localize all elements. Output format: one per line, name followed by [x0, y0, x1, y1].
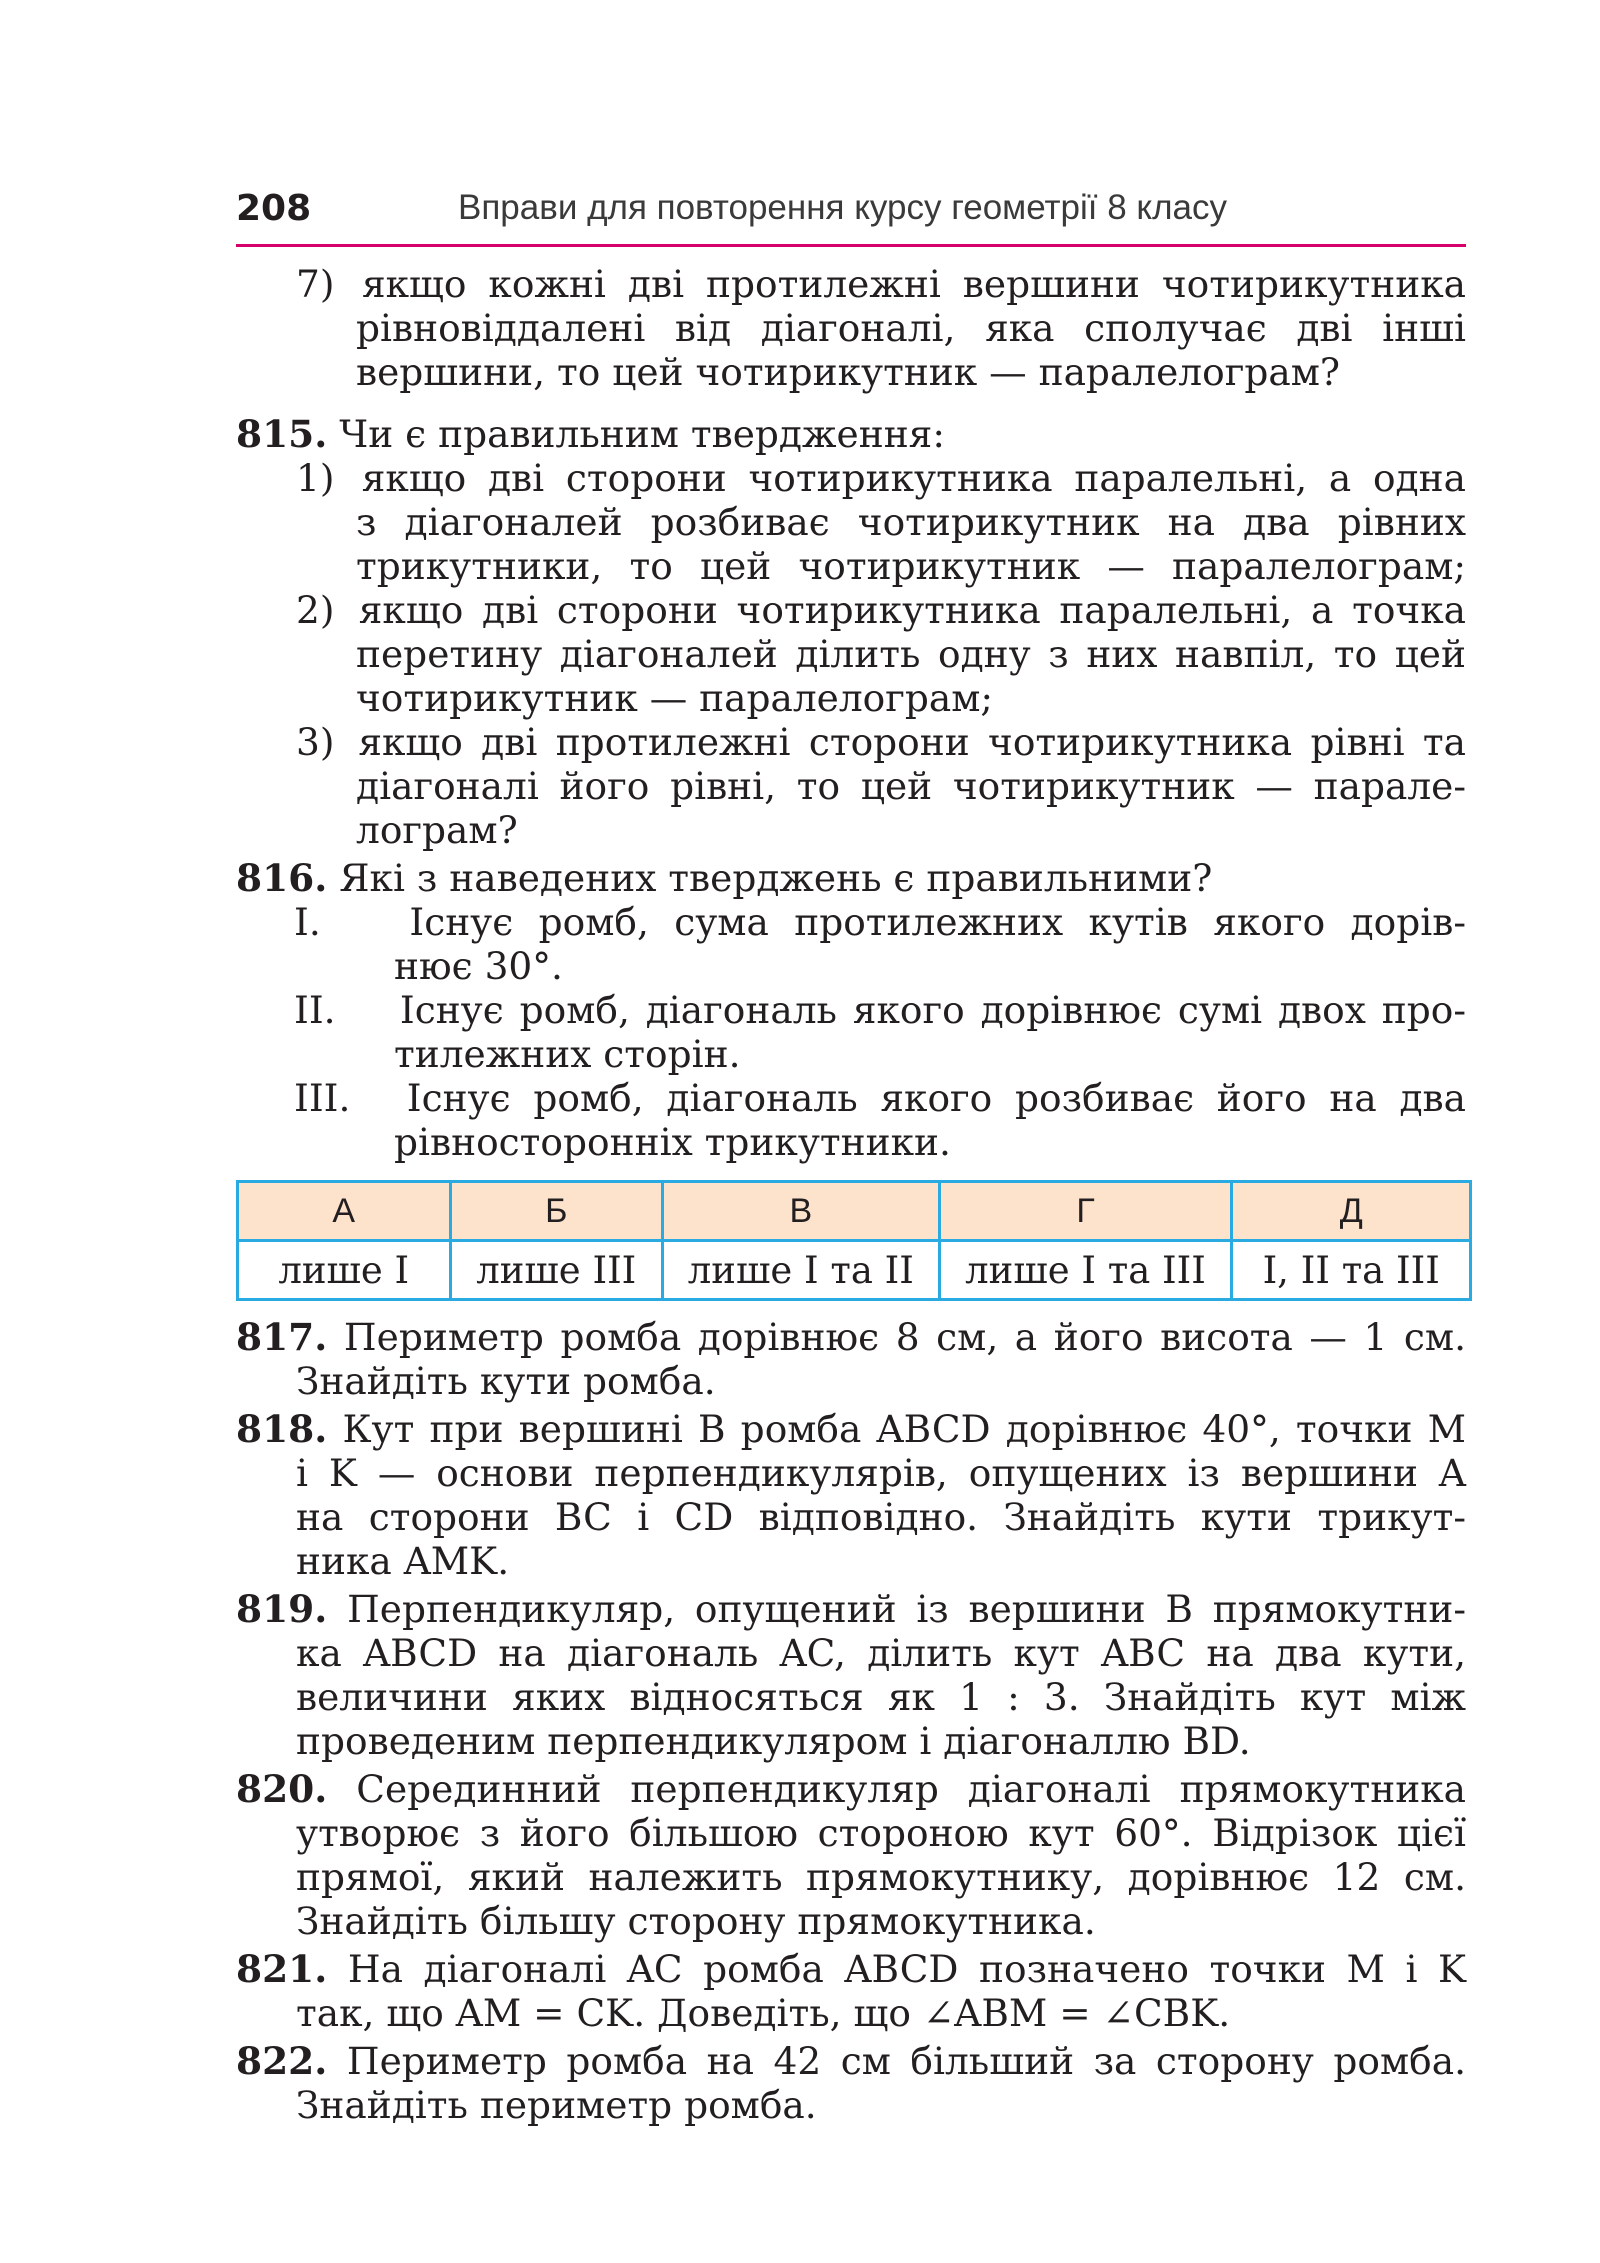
answer-value: лише III	[450, 1241, 663, 1300]
text-line: ка ABCD на діагональ AC, ділить кут ABC на два кути,	[296, 1631, 1466, 1675]
text-line: якщо кожні дві протилежні вершини чотирикутника	[361, 262, 1467, 306]
text-line: Перпендикуляр, опущений із вершини B прямокутни-	[347, 1587, 1467, 1631]
exercise-number: 822.	[236, 2039, 328, 2083]
answer-header: Д	[1232, 1182, 1471, 1241]
answer-header: Б	[450, 1182, 663, 1241]
text-line: і K — основи перпендикулярів, опущених із вершини A	[296, 1451, 1466, 1495]
item-marker: 1)	[296, 456, 335, 500]
text-line: Існує ромб, сума протилежних кутів якого дорів-	[409, 900, 1466, 944]
page-header	[236, 188, 1466, 250]
text-line: прямої, який належить прямокутнику, дорівнює 12 см.	[296, 1855, 1466, 1899]
text-line: Знайдіть кути ромба.	[296, 1359, 716, 1403]
text-line: На діагоналі AC ромба ABCD позначено точки M і K	[347, 1947, 1467, 1991]
text-line: утворює з його більшою стороною кут 60°. Відрізок цієї	[296, 1811, 1466, 1855]
item-marker: 3)	[296, 720, 335, 764]
exercise-815	[236, 412, 1466, 852]
text-line: з діагоналей розбиває чотирикутник на два рівних	[356, 500, 1466, 544]
exercise-818	[236, 1407, 1466, 1583]
answer-header: В	[663, 1182, 940, 1241]
text-line: Периметр ромба дорівнює 8 см, а його висота — 1 см.	[343, 1315, 1467, 1359]
text-line: Знайдіть більшу сторону прямокутника.	[296, 1899, 1096, 1943]
exercise-816	[236, 856, 1466, 1301]
text-line: якщо дві сторони чотирикутника паралельні, а точка	[358, 588, 1466, 632]
exercise-number: 817.	[236, 1315, 328, 1359]
answer-value: I, II та III	[1232, 1241, 1471, 1300]
text-line: діагоналі його рівні, то цей чотирикутник — парале-	[356, 764, 1466, 808]
exercise-820	[236, 1767, 1466, 1943]
text-line: на сторони BC і CD відповідно. Знайдіть кути трикут-	[296, 1495, 1466, 1539]
text-line: перетину діагоналей ділить одну з них навпіл, то цей	[356, 632, 1466, 676]
text-line: Існує ромб, діагональ якого розбиває його на два	[406, 1076, 1467, 1120]
answer-header: Г	[939, 1182, 1232, 1241]
text-line: Знайдіть периметр ромба.	[296, 2083, 817, 2127]
item-marker: I.	[294, 900, 321, 944]
header-rule	[236, 244, 1466, 247]
page-number: 208	[236, 188, 312, 229]
text-line: Існує ромб, діагональ якого дорівнює сумі двох про-	[399, 988, 1467, 1032]
text-line: чотирикутник — паралелограм;	[356, 676, 994, 720]
answer-value: лише I та III	[939, 1241, 1232, 1300]
exercise-intro: Які з наведених тверджень є правильними?	[339, 856, 1213, 900]
text-line: якщо дві протилежні сторони чотирикутника рівні та	[358, 720, 1466, 764]
text-line: тилежних сторін.	[394, 1032, 741, 1076]
exercise-number: 815.	[236, 412, 328, 456]
exercise-number: 820.	[236, 1767, 328, 1811]
item-marker: 7)	[296, 262, 335, 306]
exercise-817	[236, 1315, 1466, 1403]
text-line: Кут при вершині B ромба ABCD дорівнює 40°, точки M	[342, 1407, 1467, 1451]
item-marker: 2)	[296, 588, 335, 632]
exercise-number: 816.	[236, 856, 328, 900]
text-line: рівновіддалені від діагоналі, яка сполучає дві інші	[356, 306, 1466, 350]
running-title: Вправи для повторення курсу геометрії 8 класу	[458, 188, 1228, 227]
page-content	[236, 262, 1466, 2127]
exercise-intro: Чи є правильним твердження:	[339, 412, 945, 456]
text-line: проведеним перпендикуляром і діагоналлю BD.	[296, 1719, 1251, 1763]
exercise-number: 819.	[236, 1587, 328, 1631]
answer-values-row	[238, 1241, 1471, 1300]
item-marker: III.	[294, 1076, 351, 1120]
exercise-819	[236, 1587, 1466, 1763]
exercise-number: 818.	[236, 1407, 328, 1451]
text-line: Серединний перпендикуляр діагоналі прямокутника	[356, 1767, 1466, 1811]
text-line: Периметр ромба на 42 см більший за сторону ромба.	[346, 2039, 1466, 2083]
text-line: лограм?	[356, 808, 518, 852]
answer-table	[236, 1180, 1472, 1301]
item-marker: II.	[294, 988, 336, 1032]
exercise-814-item-7	[236, 262, 1466, 394]
text-line: трикутники, то цей чотирикутник — паралелограм;	[356, 544, 1466, 588]
answer-header: А	[238, 1182, 451, 1241]
exercise-821	[236, 1947, 1466, 2035]
text-line: вершини, то цей чотирикутник — паралелограм?	[356, 350, 1340, 394]
text-line: нює 30°.	[394, 944, 563, 988]
text-line: рівносторонніх трикутники.	[394, 1120, 951, 1164]
text-line: якщо дві сторони чотирикутника паралельні, а одна	[361, 456, 1466, 500]
text-line: величини яких відносяться як 1 : 3. Знайдіть кут між	[296, 1675, 1466, 1719]
text-line: ника AMK.	[296, 1539, 510, 1583]
answer-value: лише I	[238, 1241, 451, 1300]
text-line: так, що AM = CK. Доведіть, що ∠ABM = ∠CBK.	[296, 1991, 1231, 2035]
exercise-number: 821.	[236, 1947, 328, 1991]
answer-header-row	[238, 1182, 1471, 1241]
answer-value: лише I та II	[663, 1241, 940, 1300]
exercise-822	[236, 2039, 1466, 2127]
